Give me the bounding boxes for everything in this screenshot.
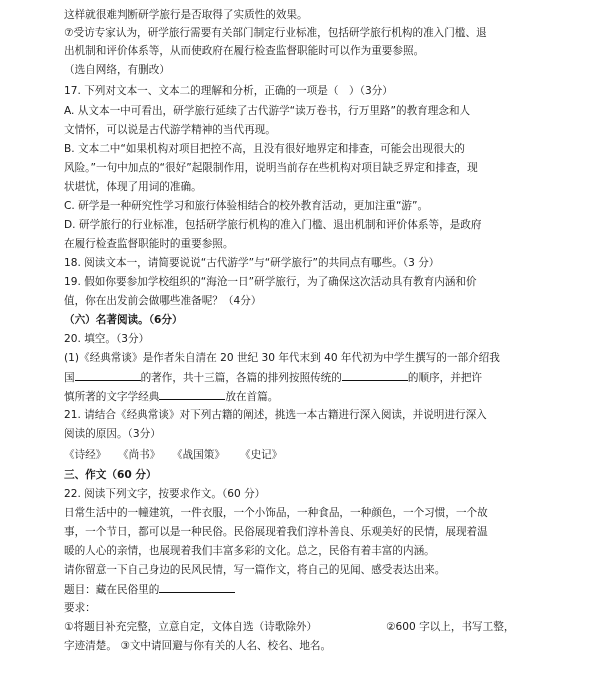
option-d: D. 研学旅行的行业标准，包括研学旅行机构的准入门槛、退出机制和评价体系等，是政府 <box>64 219 482 231</box>
prompt-text: 事，一个节日，都可以是一种民俗。民俗展现着我们淳朴善良、乐观美好的民情，展现着温 <box>64 526 488 538</box>
essay-title: 题目：藏在民俗里的 <box>64 582 235 597</box>
question-20-1-cont: 慎所著的文字学经典 放在首篇。 <box>64 391 279 403</box>
book-option: 《史记》 <box>240 449 283 461</box>
option-b: B. 文本二中“如果机构对项目把控不高，且没有很好地界定和排查，可能会出现很大的 <box>64 143 465 155</box>
prompt-text: 日常生活中的一幢建筑，一件衣服，一个小饰品，一种食品，一种颜色，一个习惯，一个故 <box>64 507 488 519</box>
question-20-1: (1)《经典常谈》是作者朱自清在 20 世纪 30 年代末到 40 年代初为中学生撰写的一部介绍我 <box>64 352 500 364</box>
section-classics-reading: （六）名著阅读。（6分） <box>64 314 183 326</box>
fill-blank[interactable] <box>342 370 408 381</box>
book-option: 《战国策》 <box>172 449 225 461</box>
question-20-1-cont: 国 的著作，共十三篇，各篇的排列按照传统的 的顺序，并把许 <box>64 372 483 384</box>
option-a: A. 从文本一中可看出，研学旅行延续了古代游学“读万卷书，行万里路”的教育理念和人 <box>64 105 471 117</box>
title-blank[interactable] <box>159 582 235 593</box>
question-19-cont: 值，你在出发前会做哪些准备呢？（4分） <box>64 295 262 307</box>
prompt-text: 暖的人心的亲情，也展现着我们丰富多彩的文化。总之，民俗有着丰富的内涵。 <box>64 545 435 557</box>
option-b-cont: 状堪忧，体现了用词的准确。 <box>64 181 202 193</box>
requirements-line: ①将题目补充完整，立意自定，文体自选（诗歌除外） ②600 字以上，书写工整， <box>64 621 515 633</box>
option-b-cont: 风险。”一句中加点的“很好”起限制作用，说明当前存在些机构对项目缺乏界定和排查，现 <box>64 162 478 174</box>
prompt-text: 请你留意一下自己身边的民风民情，写一篇作文，将自己的见闻、感受表达出来。 <box>64 564 446 576</box>
book-option: 《尚书》 <box>118 449 161 461</box>
option-d-cont: 在履行检查监督职能时的重要参照。 <box>64 238 234 250</box>
passage-paragraph-7: ⑦受访专家认为，研学旅行需要有关部门制定行业标准，包括研学旅行机构的准入门槛、退 <box>64 27 487 39</box>
fill-blank[interactable] <box>159 389 225 400</box>
requirements-line: 字迹清楚。 ③文中请回避与你有关的人名、校名、地名。 <box>64 640 332 652</box>
question-19: 19. 假如你要参加学校组织的“海沧一日”研学旅行，为了确保这次活动具有教育内涵和价 <box>64 276 477 288</box>
source-note: （选自网络，有删改） <box>64 64 170 76</box>
question-17: 17. 下列对文本一、文本二的理解和分析，正确的一项是（ ）（3分） <box>64 85 393 97</box>
fill-blank[interactable] <box>75 370 141 381</box>
passage-line: 出机制和评价体系等，从而使政府在履行检查监督职能时可以作为重要参照。 <box>64 45 425 57</box>
book-option: 《诗经》 <box>64 449 107 461</box>
question-21: 21. 请结合《经典常谈》对下列古籍的阐述，挑选一本古籍进行深入阅读，并说明进行深入 <box>64 409 487 421</box>
book-list <box>64 448 282 462</box>
question-21-cont: 阅读的原因。（3分） <box>64 428 161 440</box>
requirements-label: 要求： <box>64 602 96 614</box>
question-22: 22. 阅读下列文字，按要求作文。（60 分） <box>64 488 266 500</box>
option-c: C. 研学是一种研究性学习和旅行体验相结合的校外教育活动，更加注重“游”。 <box>64 200 429 212</box>
question-18: 18. 阅读文本一，请简要说说“古代游学”与“研学旅行”的共同点有哪些。（3 分） <box>64 257 440 269</box>
question-20: 20. 填空。（3分） <box>64 333 150 345</box>
section-composition: 三、作文（60 分） <box>64 469 157 481</box>
passage-line: 这样就很难判断研学旅行是否取得了实质性的效果。 <box>64 9 308 21</box>
option-a-cont: 文情怀，可以说是古代游学精神的当代再现。 <box>64 124 276 136</box>
